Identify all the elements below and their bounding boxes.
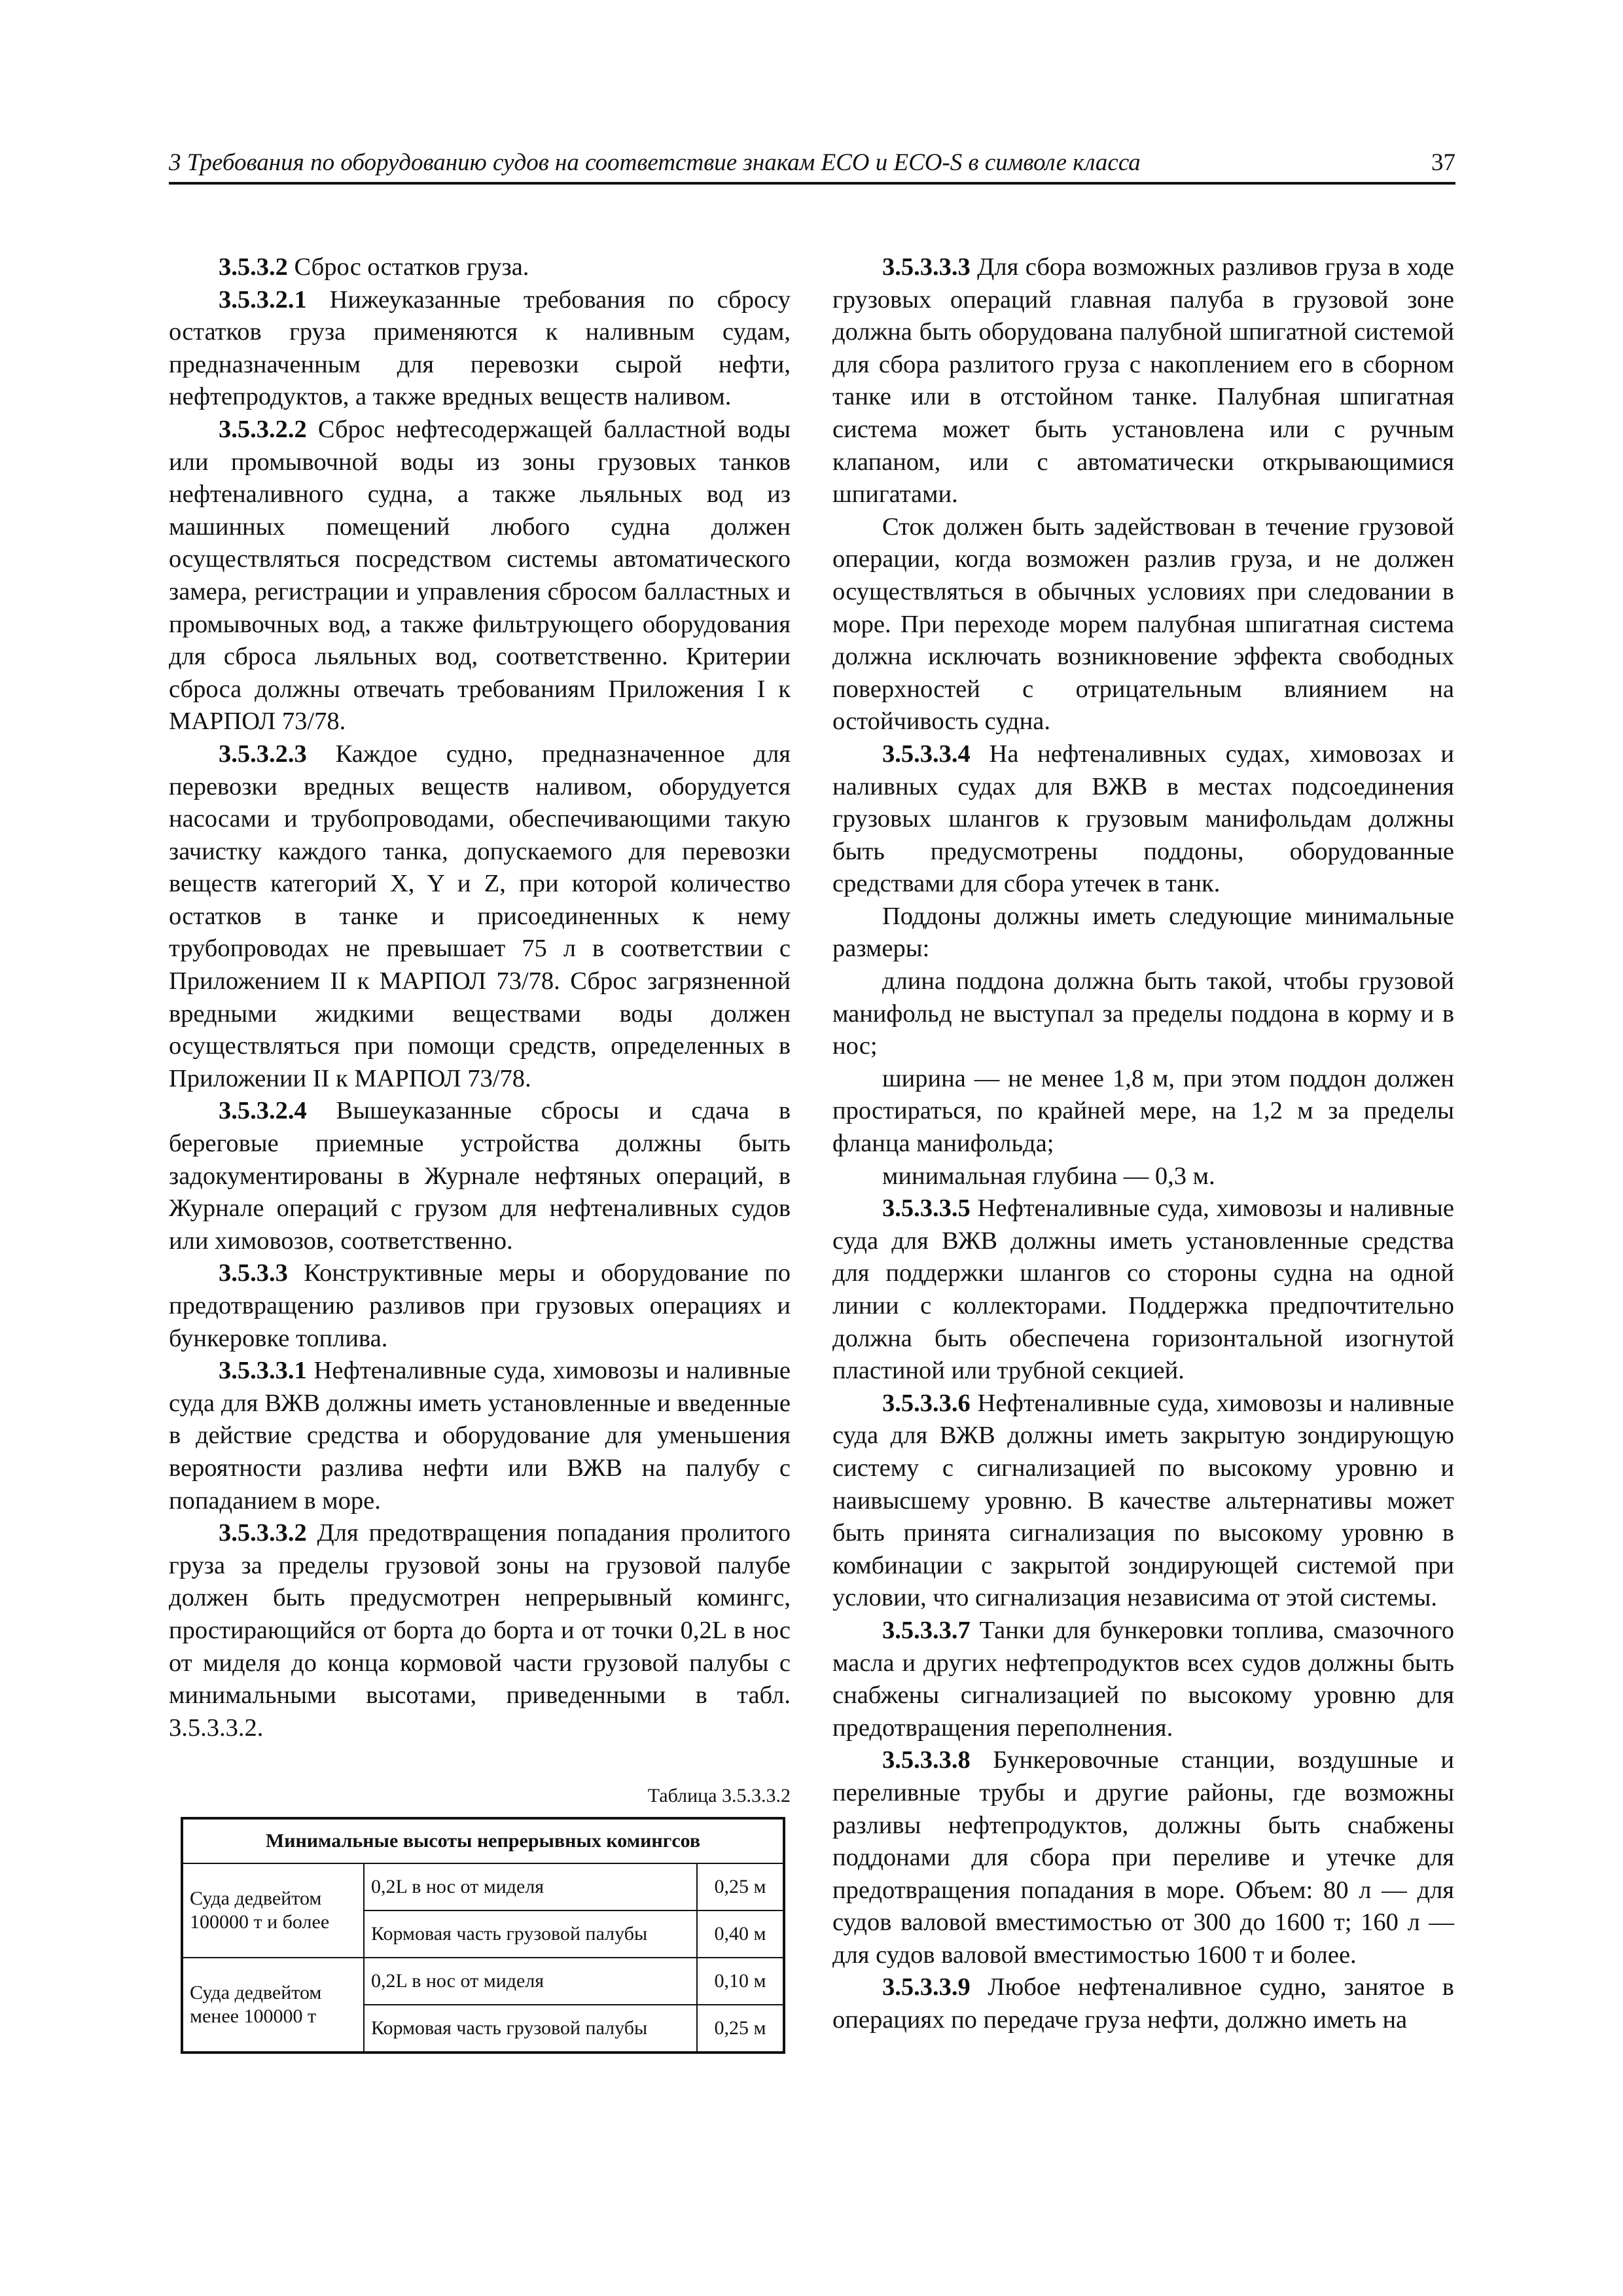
paragraph-text: Бункеровочные станции, воздушные и переливные трубы и другие районы, где возможны разливы нефтепродуктов, должны быть снабжены поддонами для сбора при переливе и утечке для предотвращения попадания в море. Объем: 80 л — для судов валовой вместимостью от 300 до 1600 т; 160 л — для судов валовой вместимостью 1600 т и более. <box>832 1746 1454 1969</box>
paragraph-number: 3.5.3.3.1 <box>219 1357 307 1385</box>
paragraph-number: 3.5.3.2.1 <box>219 285 307 314</box>
paragraph-text: Конструктивные меры и оборудование по предотвращению разливов при грузовых операциях и бункеровке топлива. <box>169 1259 791 1352</box>
paragraph-text: Нефтеналивные суда, химовозы и наливные суда для ВЖВ должны иметь установленные средства для поддержки шлангов со стороны судна на одной линии с коллекторами. Поддержка предпочтительно должна быть обеспечена горизонтальной изогнутой пластиной или трубной секцией. <box>832 1194 1454 1385</box>
paragraph-text: длина поддона должна быть такой, чтобы грузовой манифольд не выступал за пределы поддона в корму и в нос; <box>832 967 1454 1060</box>
coaming-height-table <box>181 1817 785 2054</box>
paragraph <box>169 738 791 1096</box>
right-column <box>832 251 1454 2037</box>
paragraph <box>832 1388 1454 1615</box>
paragraph <box>832 901 1454 965</box>
paragraph-number: 3.5.3.3.9 <box>882 1973 971 2001</box>
paragraph-number: 3.5.3.3.6 <box>882 1389 971 1417</box>
paragraph-text: Поддоны должны иметь следующие минимальные размеры: <box>832 902 1454 963</box>
paragraph <box>832 511 1454 738</box>
paragraph-text: Сток должен быть задействован в течение грузовой операции, когда возможен разлив груза, и не должен осуществляться в обычных условиях при следовании в море. При переходе морем палубная шпигатная система должна исключать возникновение эффекта свободных поверхностей с отрицательным влиянием на остойчивость судна. <box>832 512 1454 736</box>
paragraph-text: Каждое судно, предназначенное для перевозки вредных веществ наливом, оборудуется насосами и трубопроводами, обеспечивающими такую зачистку каждого танка, допускаемого для перевозки веществ категорий X, Y и Z, при которой количество остатков в танке и присоединенных к нему трубопроводах не превышает 75 л в соответствии с Приложением II к МАРПОЛ 73/78. Сброс загрязненной вредными жидкими веществами воды должен осуществляться при помощи средств, определенных в Приложении II к МАРПОЛ 73/78. <box>169 740 791 1092</box>
paragraph-number: 3.5.3.2.2 <box>219 415 307 443</box>
paragraph-text: Любое нефтеналивное судно, занятое в операциях по передаче груза нефти, должно иметь на <box>832 1973 1454 2034</box>
paragraph-number: 3.5.3.2.3 <box>219 740 307 768</box>
paragraph-text: Танки для бункеровки топлива, смазочного масла и других нефтепродуктов всех судов должны быть снабжены сигнализацией по высокому уровню для предотвращения переполнения. <box>832 1616 1454 1742</box>
paragraph-text: Для предотвращения попадания пролитого груза за пределы грузовой зоны на грузовой палубе должен быть предусмотрен непрерывный комингс, простирающийся от борта до борта и от точки 0,2L в нос от миделя до конца кормовой части грузовой палубы с минимальными высотами, приведенными в табл. 3.5.3.3.2. <box>169 1519 791 1742</box>
paragraph-text: минимальная глубина — 0,3 м. <box>882 1162 1215 1190</box>
height-cell: 0,25 м <box>697 2005 784 2053</box>
paragraph-text: Нижеуказанные требования по сбросу остатков груза применяются к наливным судам, предназначенным для перевозки сырой нефти, нефтепродуктов, а также вредных веществ наливом. <box>169 285 791 411</box>
table-header: Минимальные высоты непрерывных комингсов <box>182 1818 784 1863</box>
paragraph <box>832 1615 1454 1744</box>
paragraph-number: 3.5.3.2.4 <box>219 1097 307 1125</box>
location-cell: Кормовая часть грузовой палубы <box>364 1910 697 1958</box>
paragraph-number: 3.5.3.3.2 <box>219 1519 307 1547</box>
vessel-group-label: Суда дедвейтом 100000 т и более <box>182 1863 364 1958</box>
height-cell: 0,40 м <box>697 1910 784 1958</box>
paragraph <box>169 1095 791 1257</box>
table-header-row <box>182 1818 784 1863</box>
table-row <box>182 1958 784 2005</box>
height-cell: 0,25 м <box>697 1863 784 1910</box>
paragraph-text: Сброс остатков груза. <box>287 253 529 281</box>
paragraph-text: Нефтеналивные суда, химовозы и наливные суда для ВЖВ должны иметь закрытую зондирующую систему с сигнализацией по высокому уровню и наивысшему уровню. В качестве альтернативы может быть принята сигнализация по высокому уровню в комбинации с закрытой зондирующей системой при условии, что сигнализация независима от этой системы. <box>832 1389 1454 1612</box>
paragraph <box>832 965 1454 1063</box>
left-column <box>169 251 791 1744</box>
header-title: 3 Требования по оборудованию судов на соответствие знакам ECO и ECO-S в символе класса <box>169 149 1141 176</box>
running-header <box>169 141 1455 185</box>
paragraph-number: 3.5.3.3.5 <box>882 1194 971 1223</box>
paragraph <box>832 251 1454 511</box>
paragraph-number: 3.5.3.3.7 <box>882 1616 971 1644</box>
paragraph <box>832 1193 1454 1388</box>
vessel-group-label: Суда дедвейтом менее 100000 т <box>182 1958 364 2053</box>
paragraph-number: 3.5.3.2 <box>219 253 288 281</box>
table-caption: Таблица 3.5.3.3.2 <box>647 1785 791 1806</box>
paragraph <box>832 1160 1454 1193</box>
paragraph-text: Нефтеналивные суда, химовозы и наливные суда для ВЖВ должны иметь установленные и введенные в действие средства и оборудование для уменьшения вероятности разлива нефти или ВЖВ на палубу с попаданием в море. <box>169 1357 791 1515</box>
location-cell: 0,2L в нос от миделя <box>364 1958 697 2005</box>
paragraph-text: На нефтеналивных судах, химовозах и наливных судах для ВЖВ в местах подсоединения грузовых шлангов к грузовым манифольдам должны быть предусмотрены поддоны, оборудованные средствами для сбора утечек в танк. <box>832 740 1454 898</box>
paragraph-number: 3.5.3.3.3 <box>882 253 971 281</box>
paragraph-text: Вышеуказанные сбросы и сдача в береговые приемные устройства должны быть задокументированы в Журнале нефтяных операций, в Журнале операций с грузом для нефтеналивных судов или химовозов, соответственно. <box>169 1097 791 1255</box>
paragraph <box>169 1355 791 1517</box>
paragraph <box>832 738 1454 901</box>
table-row <box>182 1863 784 1910</box>
location-cell: 0,2L в нос от миделя <box>364 1863 697 1910</box>
paragraph <box>169 1517 791 1744</box>
paragraph <box>169 251 791 284</box>
paragraph <box>832 1971 1454 2036</box>
location-cell: Кормовая часть грузовой палубы <box>364 2005 697 2053</box>
paragraph-number: 3.5.3.3.8 <box>882 1746 971 1774</box>
height-cell: 0,10 м <box>697 1958 784 2005</box>
paragraph <box>169 284 791 414</box>
paragraph <box>832 1744 1454 1971</box>
paragraph-number: 3.5.3.3.4 <box>882 740 971 768</box>
paragraph <box>169 1257 791 1355</box>
paragraph-text: ширина — не менее 1,8 м, при этом поддон должен простираться, по крайней мере, на 1,2 м за пределы фланца манифольда; <box>832 1064 1454 1158</box>
paragraph-number: 3.5.3.3 <box>219 1259 288 1287</box>
paragraph <box>832 1063 1454 1160</box>
paragraph-text: Сброс нефтесодержащей балластной воды или промывочной воды из зоны грузовых танков нефтеналивного судна, а также льяльных вод из машинных помещений любого судна должен осуществляться посредством системы автоматического замера, регистрации и управления сбросом балластных и промывочных вод, а также фильтрующего оборудования для сброса льяльных вод, соответственно. Критерии сброса должны отвечать требованиям Приложения I к МАРПОЛ 73/78. <box>169 415 791 736</box>
paragraph <box>169 414 791 738</box>
paragraph-text: Для сбора возможных разливов груза в ходе грузовых операций главная палуба в грузовой зоне должна быть оборудована палубной шпигатной системой для сбора разлитого груза с накоплением его в сборном танке или в отстойном танке. Палубная шпигатная система может быть установлена или с ручным клапаном, или с автоматически открывающимися шпигатами. <box>832 253 1454 509</box>
page-number: 37 <box>1431 149 1455 176</box>
